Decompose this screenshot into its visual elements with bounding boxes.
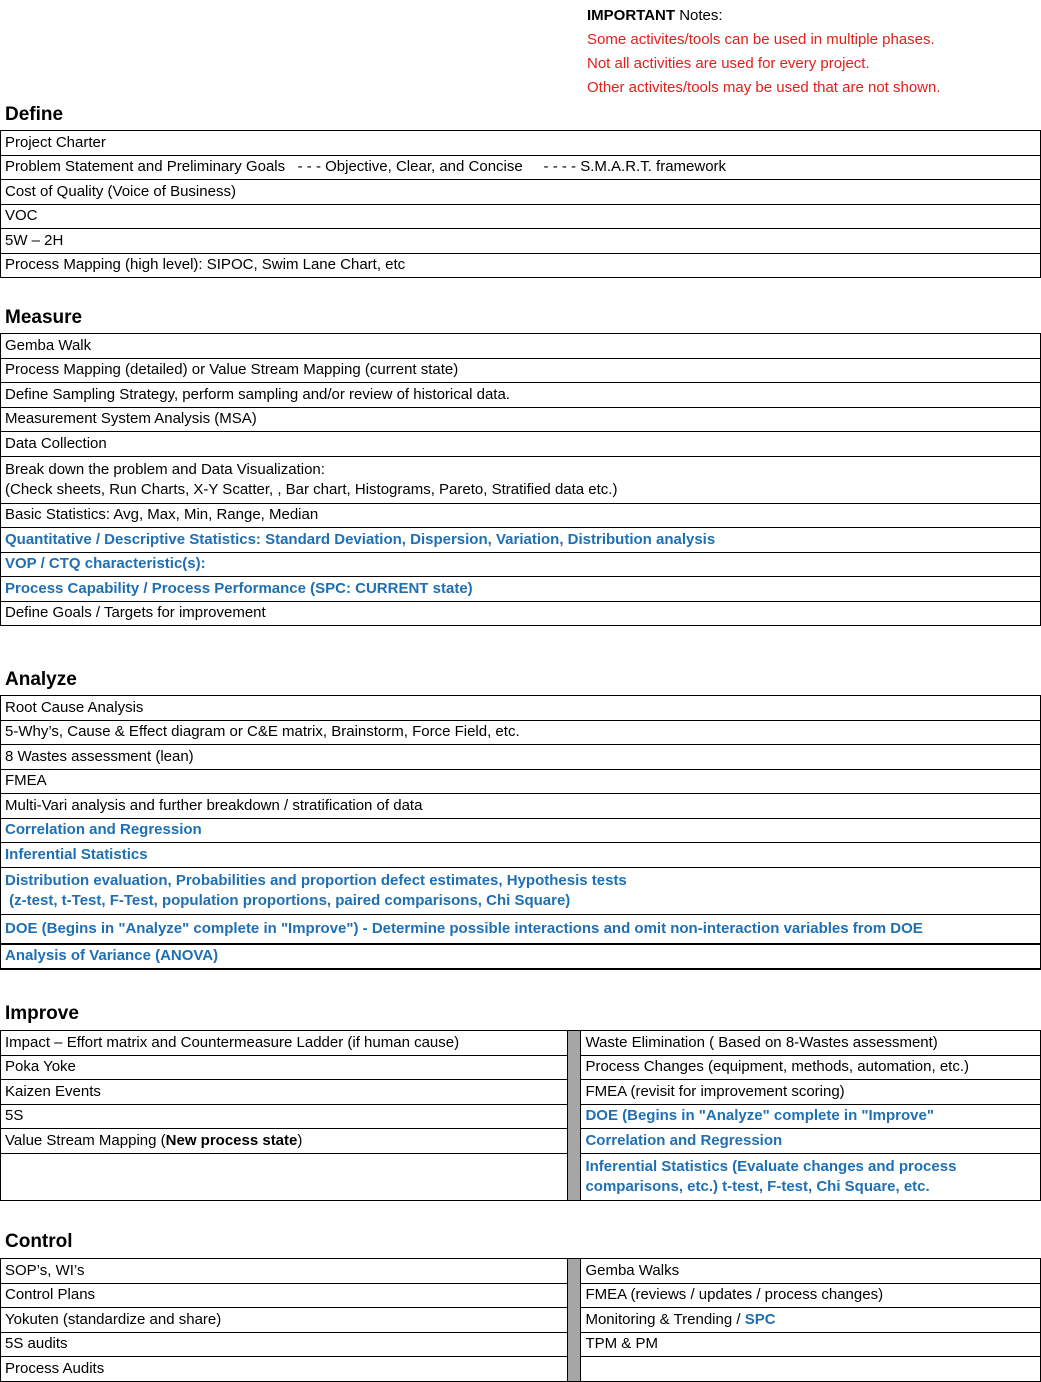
vsm-prefix: Value Stream Mapping ( <box>5 1131 166 1149</box>
table-row: Project Charter <box>1 131 1041 156</box>
control-right-cell: Gemba Walks <box>581 1259 1041 1284</box>
table-row: Cost of Quality (Voice of Business) <box>1 180 1041 205</box>
table-row <box>1 456 1041 503</box>
note-line: Not all activities are used for every project. <box>587 55 870 72</box>
control-right-cell <box>581 1308 1041 1333</box>
inferential-line: comparisons, etc.) t-test, F-test, Chi Square, etc. <box>585 1177 930 1195</box>
control-left-cell: Yokuten (standardize and share) <box>1 1308 568 1333</box>
improve-left-cell: Poka Yoke <box>1 1055 568 1080</box>
table-row: Data Collection <box>1 432 1041 457</box>
vsm-suffix: ) <box>297 1131 303 1149</box>
define-table <box>0 130 1041 278</box>
table-row: Define Sampling Strategy, perform sampling and/or review of historical data. <box>1 383 1041 408</box>
column-divider <box>568 1259 581 1382</box>
table-row: Define Goals / Targets for improvement <box>1 601 1041 626</box>
table-row: Measurement System Analysis (MSA) <box>1 407 1041 432</box>
control-left-cell: SOP’s, WI’s <box>1 1259 568 1284</box>
table-row: 8 Wastes assessment (lean) <box>1 745 1041 770</box>
control-table <box>0 1258 1041 1382</box>
measure-table <box>0 333 1041 626</box>
monitoring-prefix: Monitoring & Trending / <box>585 1310 745 1328</box>
improve-table <box>0 1030 1041 1201</box>
table-row: VOC <box>1 204 1041 229</box>
table-row: Correlation and Regression <box>1 818 1041 843</box>
analyze-title: Analyze <box>5 669 77 690</box>
measure-title: Measure <box>5 307 83 328</box>
table-row: Inferential Statistics <box>1 843 1041 868</box>
distribution-line: Distribution evaluation, Probabilities and proportion defect estimates, Hypothesis tests <box>5 871 627 889</box>
table-row: FMEA <box>1 769 1041 794</box>
important-notes <box>587 4 941 100</box>
table-row: 5W – 2H <box>1 229 1041 254</box>
improve-right-cell: FMEA (revisit for improvement scoring) <box>581 1080 1041 1105</box>
vsm-bold: New process state <box>165 1131 298 1149</box>
table-row: Problem Statement and Preliminary Goals - - - Objective, Clear, and Concise - - - - S.M.A.R.T. framework <box>1 155 1041 180</box>
note-line: Some activites/tools can be used in multiple phases. <box>587 31 935 48</box>
notes-label: Notes: <box>675 7 723 24</box>
improve-right-cell <box>581 1153 1041 1200</box>
table-row: Basic Statistics: Avg, Max, Min, Range, Median <box>1 503 1041 528</box>
improve-right-cell: DOE (Begins in "Analyze" complete in "Improve" <box>581 1104 1041 1129</box>
control-left-cell: 5S audits <box>1 1332 568 1357</box>
distribution-line: (z-test, t-Test, F-Test, population proportions, paired comparisons, Chi Square) <box>5 891 571 909</box>
breakdown-line: Break down the problem and Data Visualization: <box>5 460 325 478</box>
table-row: Process Mapping (detailed) or Value Stream Mapping (current state) <box>1 358 1041 383</box>
table-row: Process Capability / Process Performance (SPC: CURRENT state) <box>1 577 1041 602</box>
notes-heading <box>587 4 941 28</box>
important-label: IMPORTANT <box>587 7 676 24</box>
control-right-cell-empty <box>581 1357 1041 1382</box>
improve-title: Improve <box>5 1003 79 1024</box>
improve-right-cell: Waste Elimination ( Based on 8-Wastes assessment) <box>581 1031 1041 1056</box>
improve-left-cell-empty <box>1 1153 568 1200</box>
table-row: Quantitative / Descriptive Statistics: Standard Deviation, Dispersion, Variation, Distribution analysis <box>1 528 1041 553</box>
improve-left-cell: Impact – Effort matrix and Countermeasure Ladder (if human cause) <box>1 1031 568 1056</box>
spc-label: SPC <box>744 1310 776 1328</box>
improve-right-cell: Process Changes (equipment, methods, automation, etc.) <box>581 1055 1041 1080</box>
table-row: 5-Why’s, Cause & Effect diagram or C&E matrix, Brainstorm, Force Field, etc. <box>1 720 1041 745</box>
table-row: Multi-Vari analysis and further breakdown / stratification of data <box>1 794 1041 819</box>
table-row: Root Cause Analysis <box>1 696 1041 721</box>
improve-right-cell: Correlation and Regression <box>581 1129 1041 1154</box>
table-row: Process Mapping (high level): SIPOC, Swim Lane Chart, etc <box>1 253 1041 278</box>
improve-left-cell <box>1 1129 568 1154</box>
inferential-line: Inferential Statistics (Evaluate changes and process <box>585 1157 957 1175</box>
table-row: Analysis of Variance (ANOVA) <box>1 944 1041 970</box>
table-row: VOP / CTQ characteristic(s): <box>1 552 1041 577</box>
table-row <box>1 867 1041 914</box>
table-row: DOE (Begins in "Analyze" complete in "Improve") - Determine possible interactions and omit non-interaction variables from DOE <box>1 914 1041 944</box>
control-right-cell: FMEA (reviews / updates / process changes) <box>581 1283 1041 1308</box>
define-title: Define <box>5 104 64 125</box>
breakdown-line: (Check sheets, Run Charts, X-Y Scatter, , Bar chart, Histograms, Pareto, Stratified data etc.) <box>5 480 618 498</box>
control-right-cell: TPM & PM <box>581 1332 1041 1357</box>
improve-left-cell: 5S <box>1 1104 568 1129</box>
column-divider <box>568 1031 581 1201</box>
control-left-cell: Process Audits <box>1 1357 568 1382</box>
analyze-table <box>0 695 1041 970</box>
improve-left-cell: Kaizen Events <box>1 1080 568 1105</box>
control-left-cell: Control Plans <box>1 1283 568 1308</box>
note-line: Other activites/tools may be used that are not shown. <box>587 79 941 96</box>
table-row: Gemba Walk <box>1 334 1041 359</box>
control-title: Control <box>5 1231 73 1252</box>
